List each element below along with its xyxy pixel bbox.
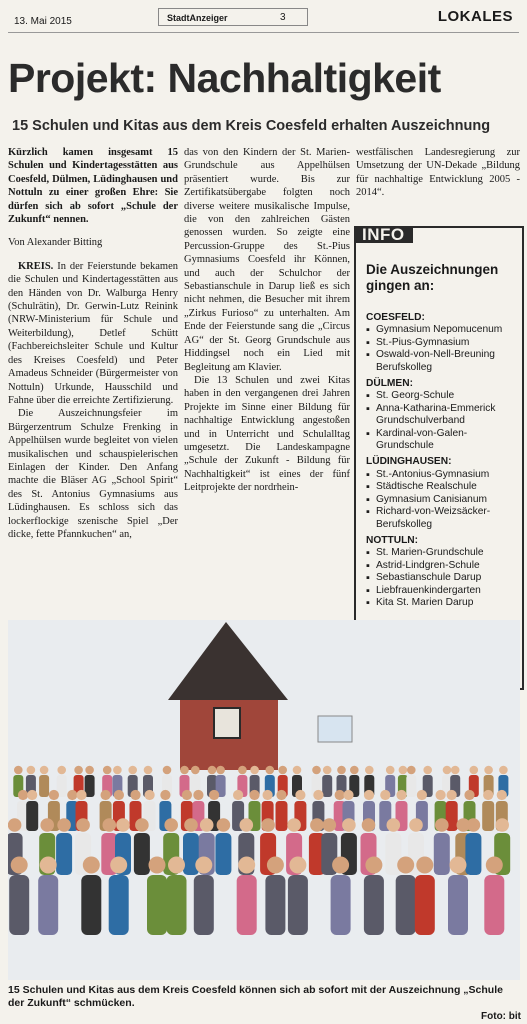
info-city-heading: COESFELD: — [366, 312, 425, 323]
person-body — [38, 875, 58, 935]
person-head — [14, 766, 23, 775]
article-lead: Kürzlich kamen insgesamt 15 Schulen und Kindertagesstätten aus Coesfeld, Dülmen, Lüdinghausen und Nottuln zu einer großen Ehre: Sie dürfen sich ab sofort „Schule der Zukunft“ nennen. — [8, 147, 178, 226]
person-head — [135, 818, 149, 832]
person-head — [483, 790, 493, 800]
info-school-list — [366, 469, 516, 531]
article-paragraph-5: westfälischen Landesregierung zur Umsetzung der UN-Dekade „Bildung für nachhaltige Entwicklung 2005 - 2014“. — [356, 147, 520, 199]
person-body — [9, 875, 29, 935]
info-school-item: ▪ Oswald-von-Nell-Breuning Berufskolleg — [366, 349, 516, 374]
info-school-item: ▪ Gymnasium Canisianum — [366, 494, 516, 506]
info-city-heading: DÜLMEN: — [366, 378, 413, 390]
person-head — [342, 818, 356, 832]
person-body — [406, 775, 416, 797]
person-body — [194, 875, 214, 935]
person-body — [448, 875, 468, 935]
person-head — [193, 790, 203, 800]
person-head — [293, 766, 302, 775]
article-column-2 — [184, 146, 350, 495]
person-head — [499, 766, 508, 775]
article-paragraph-4: Die 13 Schulen und zwei Kitas haben in den vergangenen drei Jahren Projekte im Sinne einer Bildung für nachhaltige Entwicklung angestoßen und in Unterricht und Schulalltag umgesetzt. Die Landeskampagne „Schule der Zukunft - Bildung für Nachhaltigkeit“ ist eines der fünf Leitprojekte der nordrhein- — [184, 374, 350, 494]
person-body — [482, 801, 494, 831]
person-head — [103, 818, 117, 832]
person-head — [267, 857, 284, 874]
info-school-item: ▪ St.-Antonius-Gymnasium — [366, 469, 516, 481]
person-head — [416, 857, 433, 874]
person-head — [312, 766, 321, 775]
info-school-item: ▪ Gymnasium Nepomucenum — [366, 324, 516, 336]
info-school-item: ▪ Astrid-Lindgren-Schule — [366, 560, 516, 572]
info-school-item: ▪ Liebfrauenkindergarten — [366, 585, 516, 597]
photo-illustration — [8, 620, 520, 980]
info-school-list — [366, 390, 516, 452]
person-head — [380, 790, 390, 800]
person-head — [164, 818, 178, 832]
person-body — [276, 801, 288, 831]
person-head — [337, 766, 346, 775]
person-body — [465, 833, 481, 875]
info-school-list — [366, 324, 516, 374]
person-body — [331, 875, 351, 935]
person-head — [451, 766, 460, 775]
article-column-1 — [8, 146, 178, 541]
article-paragraph-1 — [8, 260, 178, 407]
person-head — [40, 857, 57, 874]
person-head — [249, 790, 259, 800]
person-body — [134, 833, 150, 875]
person-head — [335, 790, 345, 800]
info-list — [366, 308, 516, 609]
person-head — [191, 766, 200, 775]
person-head — [467, 818, 481, 832]
article-paragraph-2: Die Auszeichnungsfeier im Bürgerzentrum Schulze Frenking in Appelhülsen wurde begleitet von vielen musikalischen und schauspielerischen Einlagen der Kinder. Den Anfang machte die Bläser AG „School Spirit“ des St. Antonius Gymnasiums aus Lüdinghausen. Es schloss sich das lockerflockige szenische Spiel „Der dicke, fette Pfannkuchen“ an, — [8, 408, 178, 540]
person-head — [464, 790, 474, 800]
person-head — [435, 818, 449, 832]
person-head — [114, 790, 124, 800]
person-head — [101, 790, 111, 800]
person-head — [40, 818, 54, 832]
info-school-item: ▪ Sebastianschule Darup — [366, 572, 516, 584]
person-head — [216, 766, 225, 775]
person-head — [423, 766, 432, 775]
person-body — [322, 775, 332, 797]
person-head — [27, 766, 36, 775]
article-paragraph-3: das von den Kindern der St. Marien-Grundschule aus Appelhülsen präsentiert wurde. Bis zur Zertifikatsübergabe folgten noch diverse weitere musikalische Impulse, die von den zahlreichen Gästen genossen wurden. So zeigte eine Percussion-Gruppe des St.-Pius Gymnasiums Coesfeld ihr Können, und auch der Schulchor der Sebastianschule in Darup ließ es sich nicht nehmen, die Besucher mit ihrem „Zirkus Furioso“ zu unterhalten. Am Ende der Feierstunde sang die „Circus AG“ der St. Georg Grundschule aus Hiddingsel noch ein Lied mit Begleitung am Klavier. — [184, 147, 350, 373]
person-head — [387, 818, 401, 832]
person-head — [182, 790, 192, 800]
person-head — [208, 766, 217, 775]
person-head — [76, 818, 90, 832]
person-head — [18, 790, 28, 800]
article-headline: Projekt: Nachhaltigkeit — [8, 55, 441, 101]
article-author: Von Alexander Bitting — [8, 237, 103, 249]
person-head — [180, 766, 189, 775]
info-school-list — [366, 547, 516, 609]
info-city-heading: LÜDINGHAUSEN: — [366, 456, 452, 468]
person-body — [147, 875, 167, 935]
person-head — [200, 818, 214, 832]
person-head — [163, 766, 172, 775]
person-head — [40, 766, 49, 775]
person-head — [417, 790, 427, 800]
person-body — [215, 833, 231, 875]
person-head — [365, 857, 382, 874]
person-head — [128, 766, 137, 775]
house-window — [214, 708, 240, 738]
person-head — [8, 818, 21, 832]
photo-caption: 15 Schulen und Kitas aus dem Kreis Coesfeld können sich ab sofort mit der Auszeichnung „Schule der Zukunft“ schmücken. — [8, 984, 503, 1009]
person-head — [240, 818, 254, 832]
person-head — [266, 766, 275, 775]
info-school-item: ▪ Kardinal-von-Galen-Grundschule — [366, 428, 516, 453]
person-head — [57, 766, 66, 775]
person-head — [184, 818, 198, 832]
person-head — [57, 818, 71, 832]
person-head — [74, 766, 83, 775]
person-head — [11, 857, 28, 874]
paragraph-1-text: In der Feierstunde bekamen die Schulen und Kindertagesstätten aus den Händen von Dr. Walburga Henry (Schulrätin), Dr. Gerwin-Lutz Reinink (NRW-Ministerium für Schule und Weiterbildung), Detlef Schütt (Fachbereichsleiter Schule und Kultur des Kreises Coesfeld) und Peter Amadeus Schneider (Bürgermeister von Nottuln) Urkunde, Hausschild und Fahne über die erreichte Zertifizierung. — [8, 260, 178, 406]
person-head — [217, 818, 231, 832]
person-head — [313, 790, 323, 800]
page-header — [8, 6, 519, 33]
info-school-item: ▪ Kita St. Marien Darup — [366, 597, 516, 609]
article-subheadline: 15 Schulen und Kitas aus dem Kreis Coesfeld erhalten Auszeichnung — [12, 118, 491, 134]
person-head — [443, 766, 452, 775]
person-head — [289, 857, 306, 874]
person-body — [26, 801, 38, 831]
person-head — [160, 790, 170, 800]
person-head — [103, 766, 112, 775]
person-head — [145, 790, 155, 800]
person-body — [265, 875, 285, 935]
person-head — [399, 766, 408, 775]
person-body — [237, 875, 257, 935]
person-body — [167, 875, 187, 935]
person-head — [27, 790, 37, 800]
person-head — [323, 818, 337, 832]
person-head — [76, 790, 86, 800]
person-head — [396, 790, 406, 800]
person-head — [332, 857, 349, 874]
person-head — [450, 857, 467, 874]
person-head — [365, 766, 374, 775]
person-body — [109, 875, 129, 935]
info-label: INFO — [354, 226, 413, 243]
person-head — [495, 818, 509, 832]
person-body — [396, 875, 416, 935]
person-head — [149, 857, 166, 874]
info-title: Die Auszeichnungen gingen an: — [366, 262, 499, 293]
dateline: KREIS. — [18, 260, 54, 272]
person-head — [238, 766, 247, 775]
person-body — [81, 875, 101, 935]
person-head — [130, 790, 140, 800]
person-head — [67, 790, 77, 800]
article-column-3 — [356, 146, 520, 200]
info-city-heading: NOTTULN: — [366, 534, 419, 546]
person-head — [83, 857, 100, 874]
info-school-item: ▪ Richard-von-Weizsäcker-Berufskolleg — [366, 506, 516, 531]
person-head — [486, 857, 503, 874]
person-head — [407, 766, 416, 775]
person-head — [362, 818, 376, 832]
person-head — [116, 818, 130, 832]
info-school-item: ▪ Städtische Realschule — [366, 481, 516, 493]
info-school-item: ▪ St. Georg-Schule — [366, 390, 516, 402]
person-head — [436, 790, 446, 800]
person-head — [295, 790, 305, 800]
newspaper-name: StadtAnzeiger — [158, 8, 308, 26]
page-number: 3 — [280, 12, 286, 23]
issue-date: 13. Mai 2015 — [14, 16, 72, 27]
person-head — [250, 766, 259, 775]
person-head — [85, 766, 94, 775]
info-school-item: ▪ St. Marien-Grundschule — [366, 547, 516, 559]
person-head — [195, 857, 212, 874]
person-head — [49, 790, 59, 800]
person-head — [470, 766, 479, 775]
info-school-item: ▪ St.-Pius-Gymnasium — [366, 337, 516, 349]
person-head — [447, 790, 457, 800]
section-title: LOKALES — [437, 8, 513, 25]
person-head — [238, 857, 255, 874]
person-head — [397, 857, 414, 874]
person-head — [409, 818, 423, 832]
person-head — [310, 818, 324, 832]
person-head — [484, 766, 493, 775]
person-head — [278, 766, 287, 775]
person-head — [276, 790, 286, 800]
person-body — [434, 833, 450, 875]
person-head — [364, 790, 374, 800]
person-head — [386, 766, 395, 775]
person-head — [287, 818, 301, 832]
person-head — [263, 790, 273, 800]
person-head — [113, 766, 122, 775]
person-body — [39, 775, 49, 797]
person-body — [364, 875, 384, 935]
person-head — [323, 766, 332, 775]
person-head — [350, 766, 359, 775]
person-body — [415, 875, 435, 935]
group-photo — [8, 620, 520, 980]
person-head — [497, 790, 507, 800]
person-head — [144, 766, 153, 775]
person-body — [288, 875, 308, 935]
person-head — [233, 790, 243, 800]
person-body — [56, 833, 72, 875]
flag — [318, 716, 352, 742]
person-head — [343, 790, 353, 800]
person-head — [209, 790, 219, 800]
person-head — [261, 818, 275, 832]
person-body — [484, 875, 504, 935]
person-head — [110, 857, 127, 874]
person-head — [168, 857, 185, 874]
info-school-item: ▪ Anna-Katharina-Emmerick Grundschulverband — [366, 403, 516, 428]
photo-credit: Foto: bit — [481, 1011, 521, 1022]
